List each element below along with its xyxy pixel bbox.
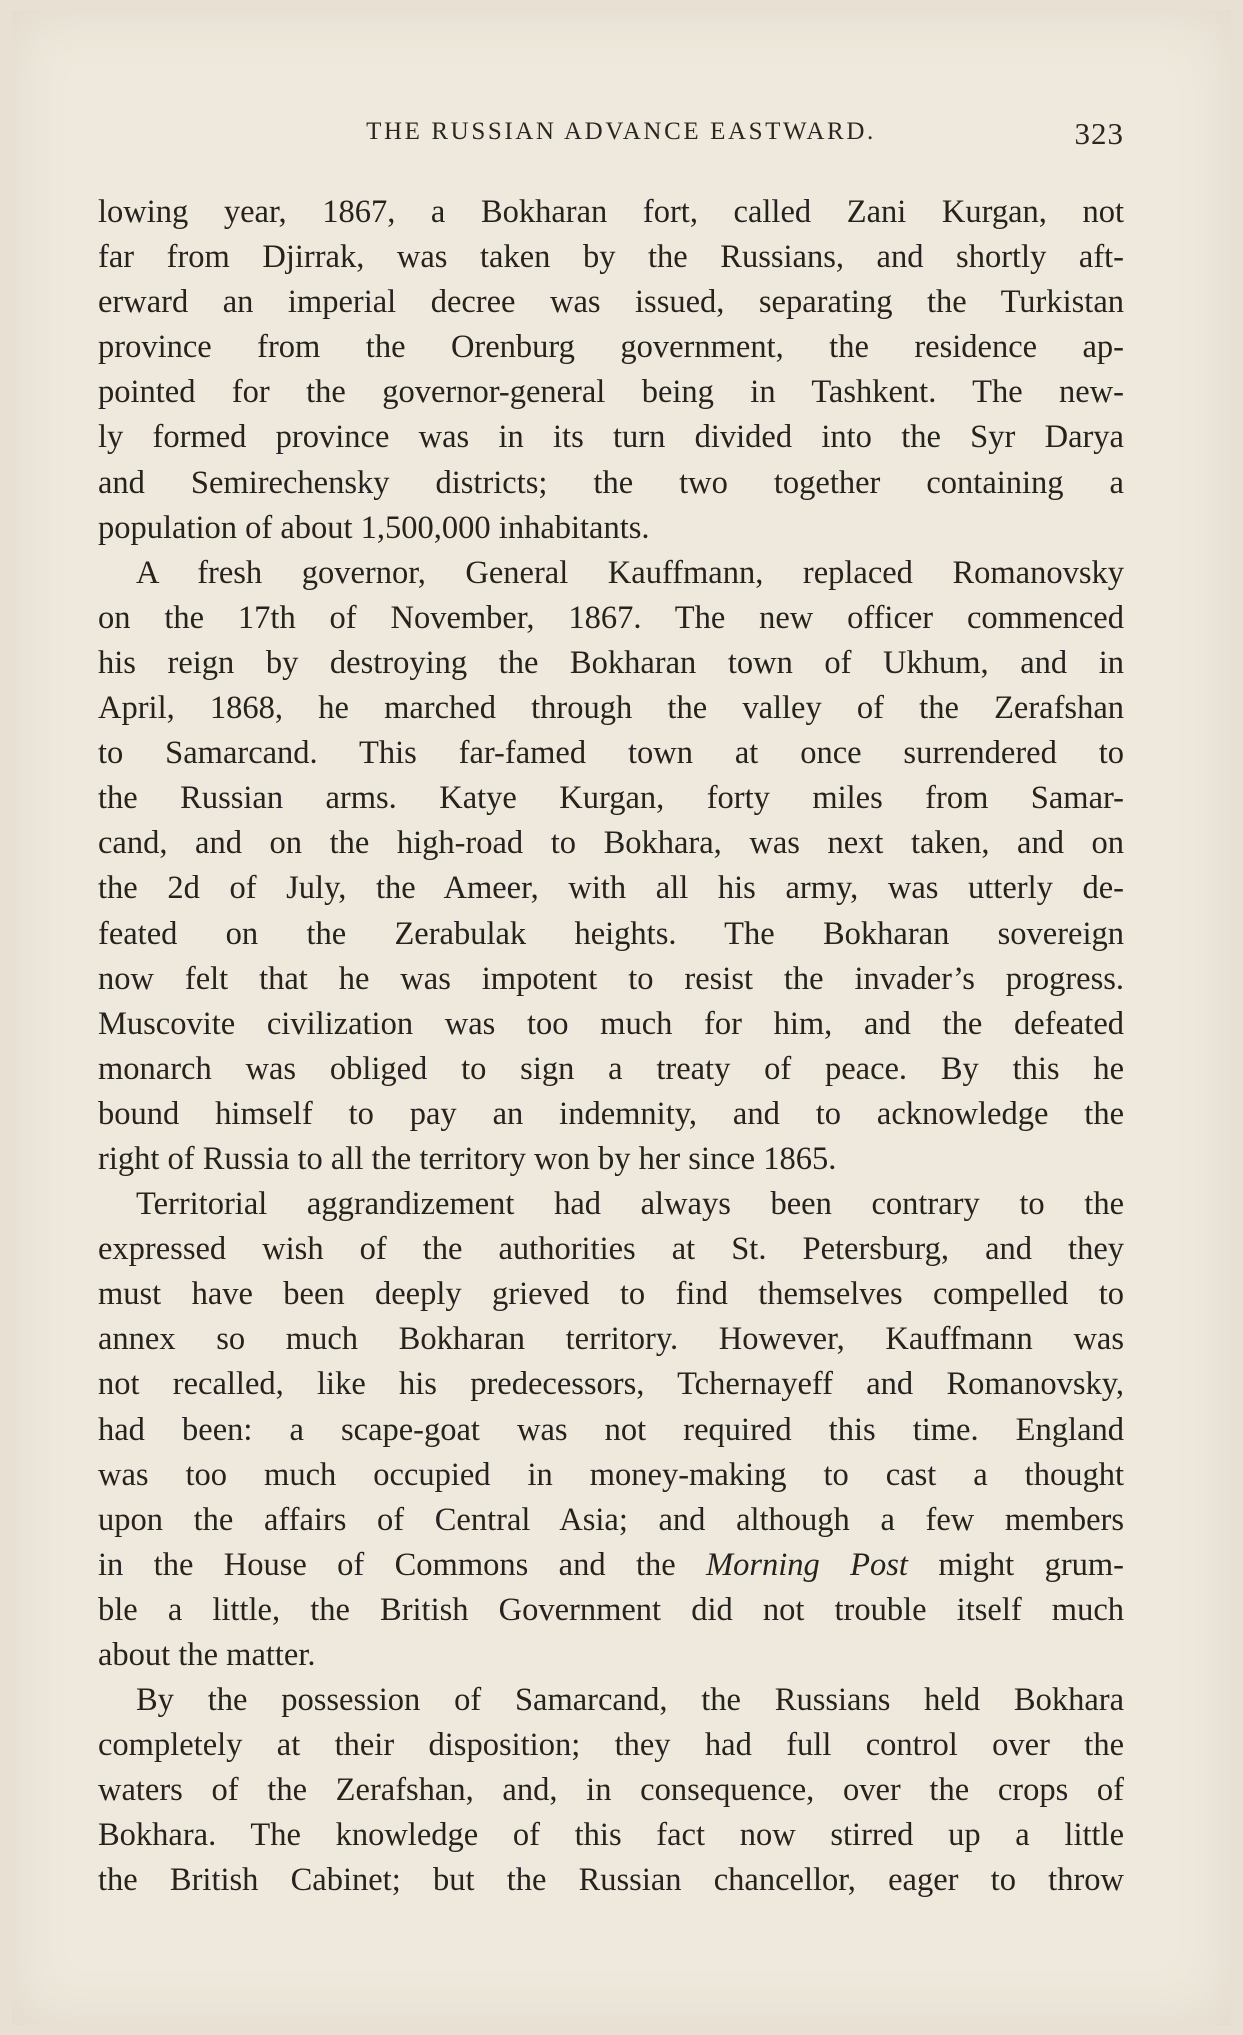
text-line: to Samarcand. This far-famed town at once surrendered to [98,735,1124,772]
text-line-with-italic [98,1543,1124,1588]
text-line: April, 1868, he marched through the valley of the Zerafshan [98,690,1124,727]
text-line: lowing year, 1867, a Bokharan fort, called Zani Kurgan, not [98,194,1124,230]
running-header [98,118,1124,158]
text-line: must have been deeply grieved to find themselves compelled to [98,1276,1124,1313]
text-line: Bokhara. The knowledge of this fact now stirred up a little [98,1817,1124,1854]
text-line: pointed for the governor-general being in Tashkent. The new- [98,374,1124,411]
text-line: population of about 1,500,000 inhabitants. [98,509,650,546]
body-text [98,190,1124,1904]
text-line: not recalled, like his predecessors, Tchernayeff and Romanovsky, [98,1366,1124,1403]
text-line: on the 17th of November, 1867. The new officer commenced [98,599,1124,636]
text-line: feated on the Zerabulak heights. The Bokharan sovereign [98,915,1124,952]
text-line: and Semirechensky districts; the two together containing a [98,464,1124,501]
text-line: the British Cabinet; but the Russian chancellor, eager to throw [98,1862,1124,1899]
text-line: ly formed province was in its turn divided into the Syr Darya [98,419,1124,456]
text-line: By the possession of Samarcand, the Russians held Bokhara [136,1682,1124,1719]
text-line: right of Russia to all the territory won by her since 1865. [98,1140,837,1177]
text-segment: in the House of Commons and the [98,1546,707,1583]
text-line: had been: a scape-goat was not required this time. England [98,1411,1124,1448]
text-line: expressed wish of the authorities at St. Petersburg, and they [98,1231,1124,1268]
text-line: his reign by destroying the Bokharan town of Ukhum, and in [98,644,1124,681]
text-line: erward an imperial decree was issued, separating the Turkistan [98,284,1124,321]
text-line: annex so much Bokharan territory. However, Kauffmann was [98,1321,1124,1358]
text-line: about the matter. [98,1637,316,1673]
text-line: completely at their disposition; they had full control over the [98,1727,1124,1764]
text-line: upon the affairs of Central Asia; and although a few members [98,1501,1124,1538]
text-line: monarch was obliged to sign a treaty of peace. By this he [98,1050,1124,1087]
text-line: far from Djirrak, was taken by the Russians, and shortly aft- [98,239,1124,276]
text-line: the Russian arms. Katye Kurgan, forty miles from Samar- [98,780,1124,817]
text-line: Muscovite civilization was too much for him, and the defeated [98,1005,1124,1042]
running-title: THE RUSSIAN ADVANCE EASTWARD. [366,118,876,145]
text-line: was too much occupied in money-making to cast a thought [98,1456,1124,1493]
text-segment: might grum- [907,1546,1124,1583]
text-line: now felt that he was impotent to resist the invader’s progress. [98,960,1124,997]
text-line: bound himself to pay an indemnity, and to acknowledge the [98,1095,1124,1132]
text-line: the 2d of July, the Ameer, with all his army, was utterly de- [98,870,1124,907]
text-line: province from the Orenburg government, the residence ap- [98,329,1124,366]
text-line: Territorial aggrandizement had always been contrary to the [136,1186,1124,1223]
text-line: ble a little, the British Government did not trouble itself much [98,1591,1124,1628]
newspaper-title: Morning Post [706,1546,908,1583]
text-line: A fresh governor, General Kauffmann, replaced Romanovsky [136,554,1124,591]
text-line: waters of the Zerafshan, and, in consequence, over the crops of [98,1772,1124,1809]
page-number: 323 [1074,116,1124,151]
text-line: cand, and on the high-road to Bokhara, was next taken, and on [98,825,1124,862]
